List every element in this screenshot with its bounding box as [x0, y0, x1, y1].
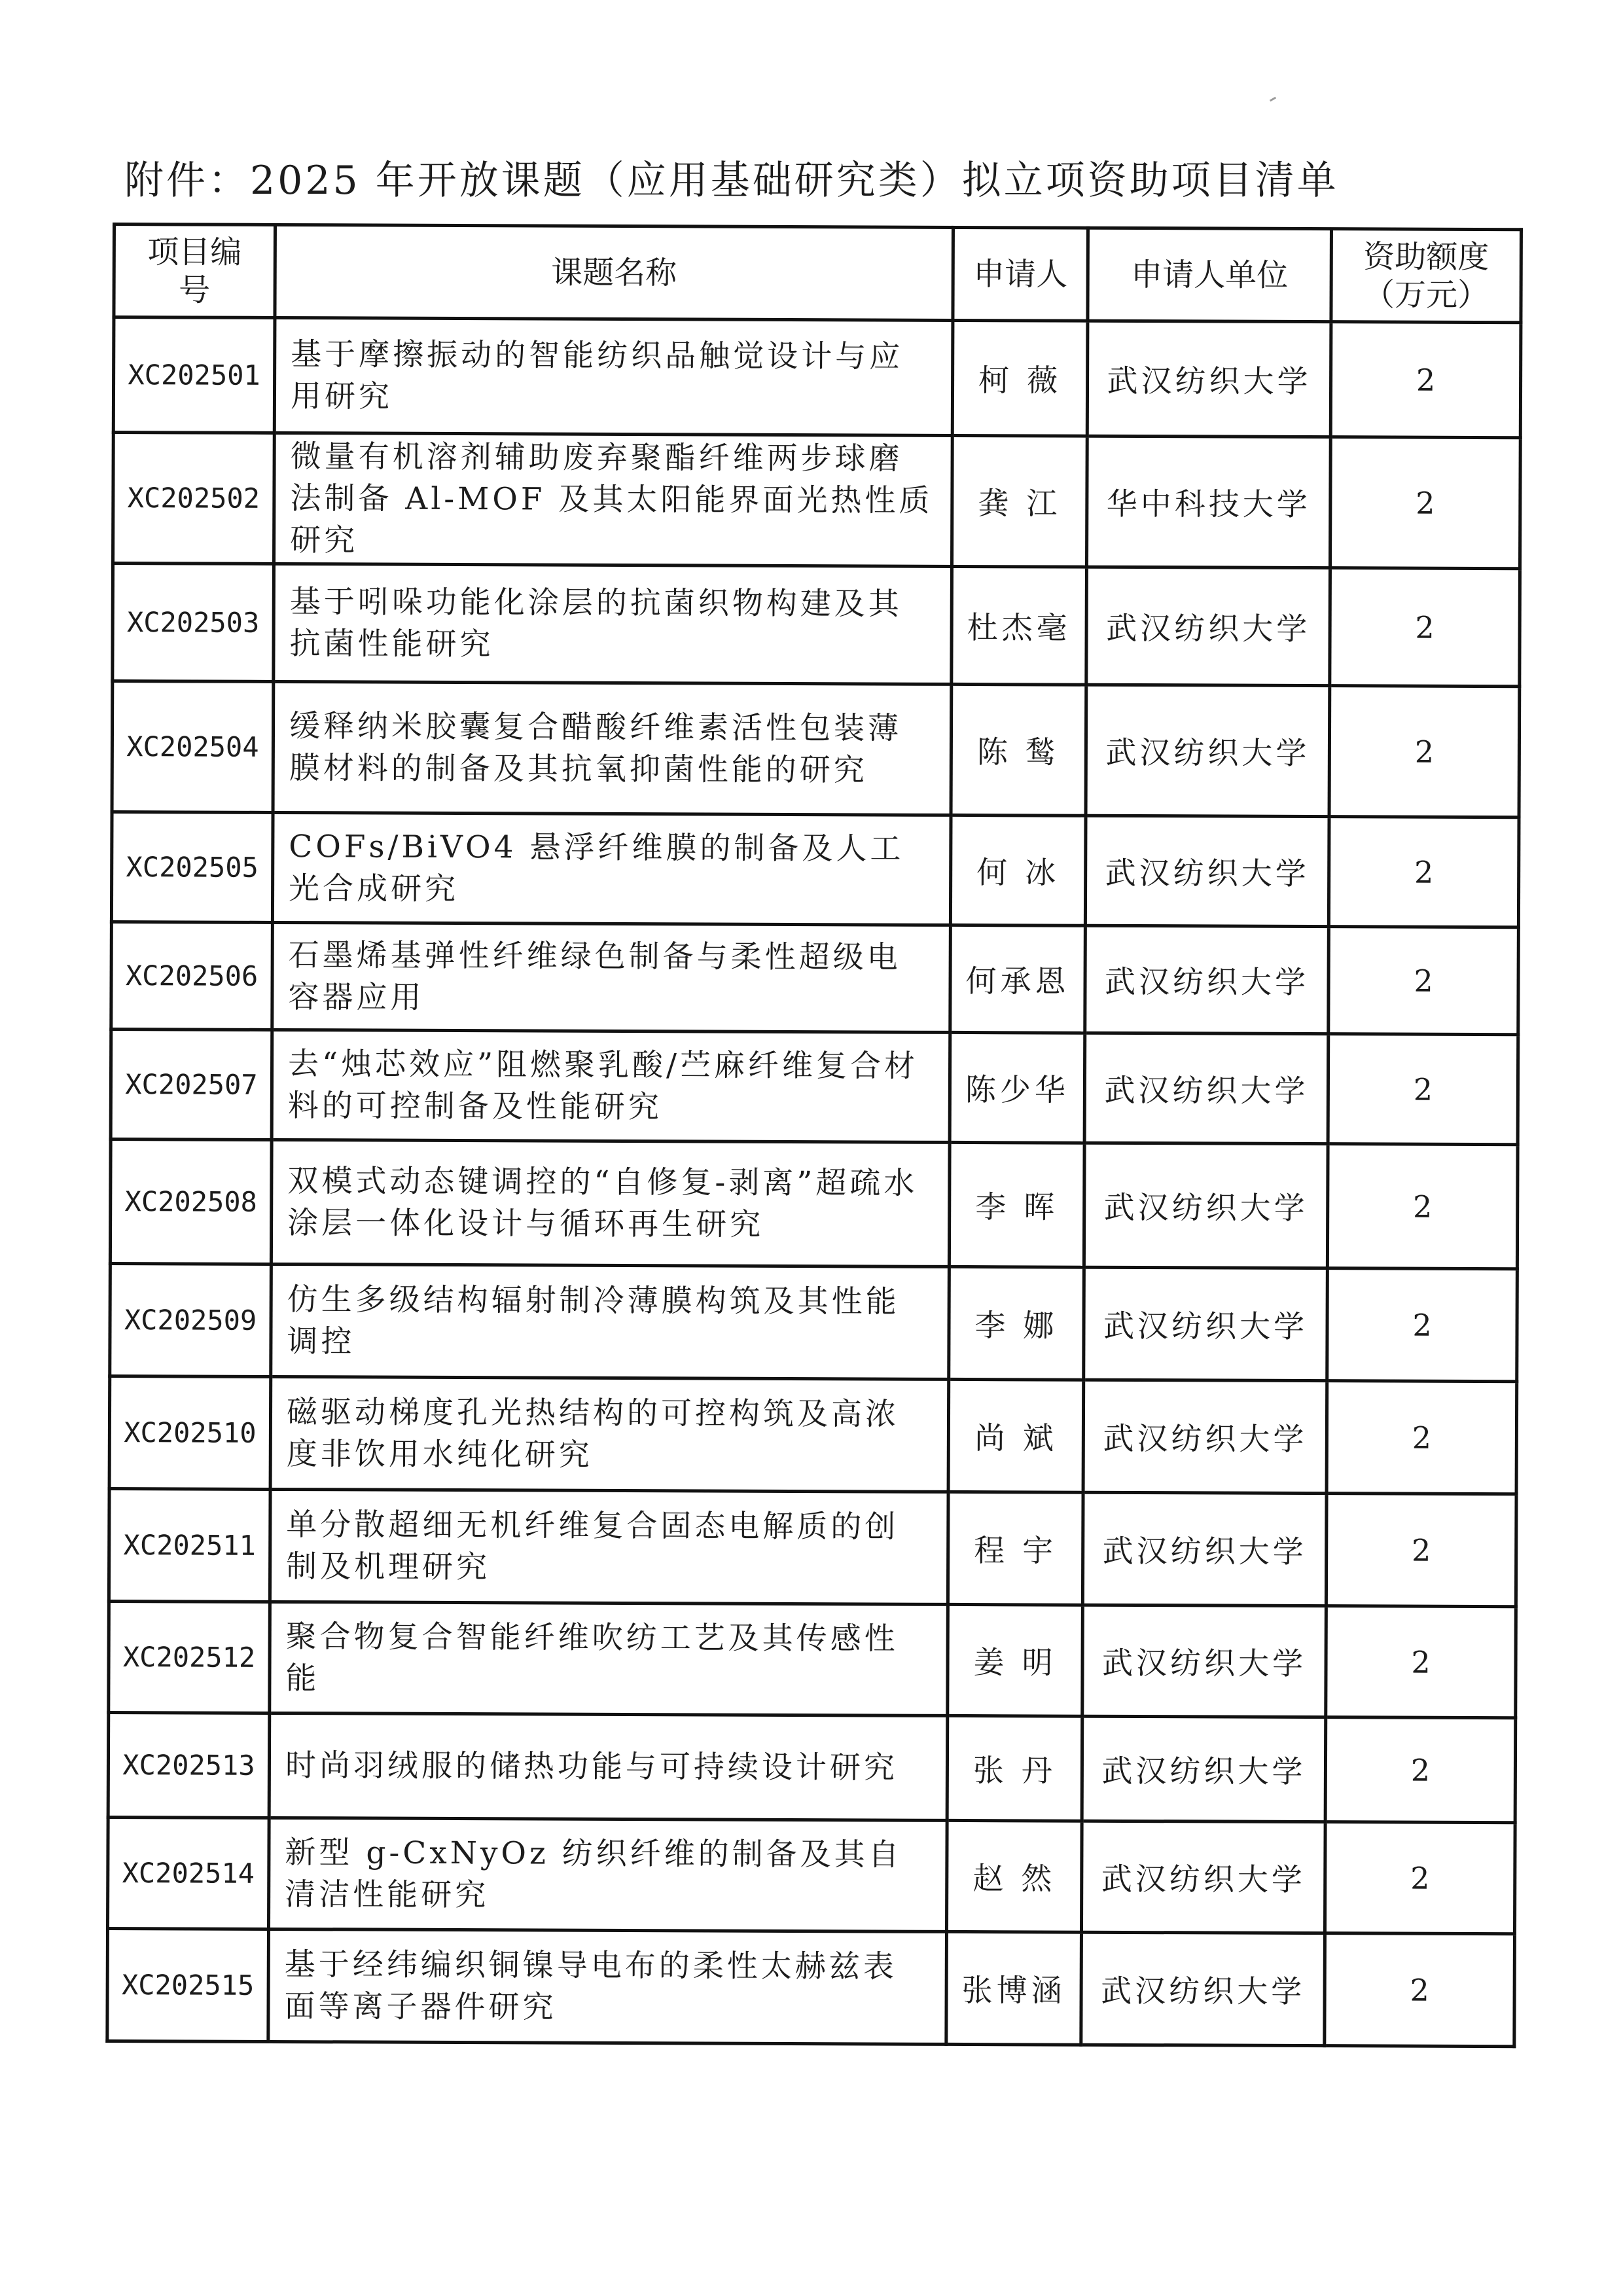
- cell-applicant-name: 张博涵: [946, 1931, 1082, 2045]
- table-body: [107, 317, 1521, 2047]
- cell-applicant-unit: 武汉纺织大学: [1082, 1716, 1326, 1821]
- cell-funding-amount: 2: [1329, 817, 1519, 927]
- header-applicant-unit: 申请人单位: [1088, 228, 1332, 321]
- scan-speck: [1270, 97, 1276, 102]
- table-row: [108, 1712, 1516, 1822]
- cell-funding-amount: 2: [1327, 1144, 1518, 1269]
- cell-applicant-name: 龚 江: [952, 435, 1087, 567]
- table-row: [110, 1263, 1518, 1381]
- table-row: [113, 317, 1521, 438]
- cell-project-name: 基于经纬编织铜镍导电布的柔性太赫兹表面等离子器件研究: [268, 1929, 947, 2044]
- cell-project-name: 仿生多级结构辐射制冷薄膜构筑及其性能调控: [271, 1264, 950, 1379]
- cell-applicant-unit: 武汉纺织大学: [1081, 1932, 1325, 2045]
- table-row: [113, 564, 1520, 687]
- cell-applicant-unit: 武汉纺织大学: [1082, 1605, 1327, 1717]
- cell-project-name: 单分散超细无机纤维复合固态电解质的创制及机理研究: [270, 1489, 948, 1604]
- cell-project-code: XC202502: [113, 433, 275, 564]
- table-row: [111, 1030, 1518, 1145]
- cell-applicant-unit: 武汉纺织大学: [1086, 685, 1330, 816]
- cell-applicant-name: 何 冰: [950, 815, 1086, 925]
- header-funding-amount: [1331, 229, 1522, 323]
- cell-project-code: XC202508: [110, 1139, 272, 1264]
- header-project-code: 项目编号: [114, 224, 276, 318]
- cell-applicant-name: 姜 明: [948, 1604, 1083, 1716]
- cell-applicant-name: 张 丹: [947, 1715, 1082, 1821]
- cell-applicant-name: 尚 斌: [948, 1379, 1084, 1492]
- cell-funding-amount: 2: [1327, 1381, 1517, 1494]
- cell-project-code: XC202511: [109, 1488, 270, 1602]
- cell-applicant-unit: 武汉纺织大学: [1083, 1380, 1327, 1493]
- cell-project-code: XC202512: [109, 1601, 270, 1713]
- table-row: [109, 1376, 1517, 1494]
- cell-applicant-name: 赵 然: [946, 1820, 1082, 1932]
- cell-applicant-name: 何承恩: [950, 925, 1086, 1033]
- page-title: 附件：2025 年开放课题（应用基础研究类）拟立项资助项目清单: [124, 158, 1339, 204]
- cell-funding-amount: 2: [1325, 1717, 1516, 1823]
- cell-project-code: XC202509: [110, 1263, 272, 1376]
- cell-project-code: XC202506: [111, 922, 273, 1030]
- cell-applicant-name: 柯 薇: [952, 320, 1088, 436]
- table-row: [112, 681, 1520, 817]
- cell-funding-amount: 2: [1330, 437, 1520, 569]
- cell-applicant-name: 程 宇: [948, 1492, 1083, 1605]
- cell-project-name: 石墨烯基弹性纤维绿色制备与柔性超级电容器应用: [272, 922, 951, 1032]
- table-row: [111, 812, 1519, 927]
- cell-applicant-unit: 武汉纺织大学: [1086, 567, 1330, 685]
- cell-project-name: 聚合物复合智能纤维吹纺工艺及其传感性能: [270, 1602, 948, 1715]
- table-row: [110, 1139, 1518, 1268]
- cell-funding-amount: 2: [1326, 1494, 1516, 1607]
- header-project-name: 课题名称: [275, 224, 954, 320]
- grant-list-table: [105, 223, 1523, 2048]
- cell-funding-amount: 2: [1329, 927, 1519, 1035]
- header-funding-amount-label: 资助额度: [1363, 238, 1489, 276]
- cell-project-name: 双模式动态键调控的“自修复-剥离”超疏水涂层一体化设计与循环再生研究: [271, 1139, 950, 1266]
- cell-project-name: 磁驱动梯度孔光热结构的可控构筑及高浓度非饮用水纯化研究: [270, 1376, 949, 1492]
- cell-project-name: 新型 g-CxNyOz 纺织纤维的制备及其自清洁性能研究: [268, 1818, 947, 1931]
- cell-applicant-name: 杜杰毫: [952, 566, 1087, 685]
- cell-applicant-unit: 武汉纺织大学: [1085, 925, 1329, 1033]
- cell-funding-amount: 2: [1330, 568, 1520, 687]
- header-funding-amount-unit: （万元）: [1363, 276, 1489, 314]
- cell-applicant-unit: 武汉纺织大学: [1082, 1492, 1327, 1605]
- cell-project-name: 缓释纳米胶囊复合醋酸纤维素活性包装薄膜材料的制备及其抗氧抑菌性能的研究: [273, 681, 952, 815]
- cell-project-code: XC202504: [112, 681, 274, 813]
- cell-funding-amount: 2: [1328, 1034, 1518, 1145]
- cell-project-code: XC202510: [109, 1376, 271, 1489]
- cell-applicant-unit: 武汉纺织大学: [1084, 1033, 1329, 1143]
- cell-applicant-unit: 武汉纺织大学: [1085, 816, 1329, 926]
- cell-applicant-name: 李 娜: [949, 1266, 1084, 1380]
- cell-project-name: 微量有机溶剂辅助废弃聚酯纤维两步球磨法制备 Al-MOF 及其太阳能界面光热性质研究: [274, 433, 952, 566]
- cell-applicant-unit: 武汉纺织大学: [1087, 321, 1331, 437]
- header-applicant: 申请人: [953, 227, 1088, 321]
- cell-project-code: XC202507: [111, 1030, 272, 1140]
- table-row: [109, 1488, 1516, 1606]
- cell-project-name: COFs/BiVO4 悬浮纤维膜的制备及人工光合成研究: [272, 812, 951, 925]
- table-row: [111, 922, 1519, 1035]
- cell-project-code: XC202503: [113, 564, 274, 682]
- cell-applicant-unit: 华中科技大学: [1086, 436, 1330, 567]
- cell-project-name: 基于摩擦振动的智能纺织品触觉设计与应用研究: [274, 317, 953, 435]
- cell-applicant-unit: 武汉纺织大学: [1084, 1143, 1328, 1268]
- cell-project-code: XC202515: [107, 1928, 269, 2041]
- cell-funding-amount: 2: [1330, 322, 1521, 438]
- cell-funding-amount: 2: [1326, 1606, 1516, 1718]
- cell-funding-amount: 2: [1325, 1933, 1515, 2047]
- cell-funding-amount: 2: [1325, 1822, 1515, 1934]
- cell-project-code: XC202501: [113, 317, 275, 433]
- table-row: [107, 1817, 1515, 1933]
- cell-project-code: XC202514: [107, 1817, 269, 1929]
- cell-applicant-unit: 武汉纺织大学: [1084, 1267, 1328, 1380]
- table-row: [113, 433, 1521, 569]
- cell-project-name: 基于吲哚功能化涂层的抗菌织物构建及其抗菌性能研究: [274, 564, 952, 684]
- cell-project-name: 去“烛芯效应”阻燃聚乳酸/苎麻纤维复合材料的可控制备及性能研究: [272, 1030, 950, 1142]
- cell-project-name: 时尚羽绒服的储热功能与可持续设计研究: [269, 1713, 948, 1820]
- table-row: [107, 1928, 1515, 2046]
- cell-applicant-name: 李 晖: [949, 1142, 1084, 1267]
- cell-project-code: XC202505: [111, 812, 273, 923]
- cell-applicant-unit: 武汉纺织大学: [1081, 1821, 1325, 1933]
- table-row: [109, 1601, 1516, 1717]
- table-header-row: [114, 224, 1522, 323]
- cell-applicant-name: 陈少华: [950, 1032, 1085, 1143]
- cell-funding-amount: 2: [1329, 686, 1520, 817]
- cell-project-code: XC202513: [108, 1712, 270, 1818]
- cell-applicant-name: 陈 鹙: [951, 684, 1086, 816]
- cell-funding-amount: 2: [1327, 1268, 1518, 1382]
